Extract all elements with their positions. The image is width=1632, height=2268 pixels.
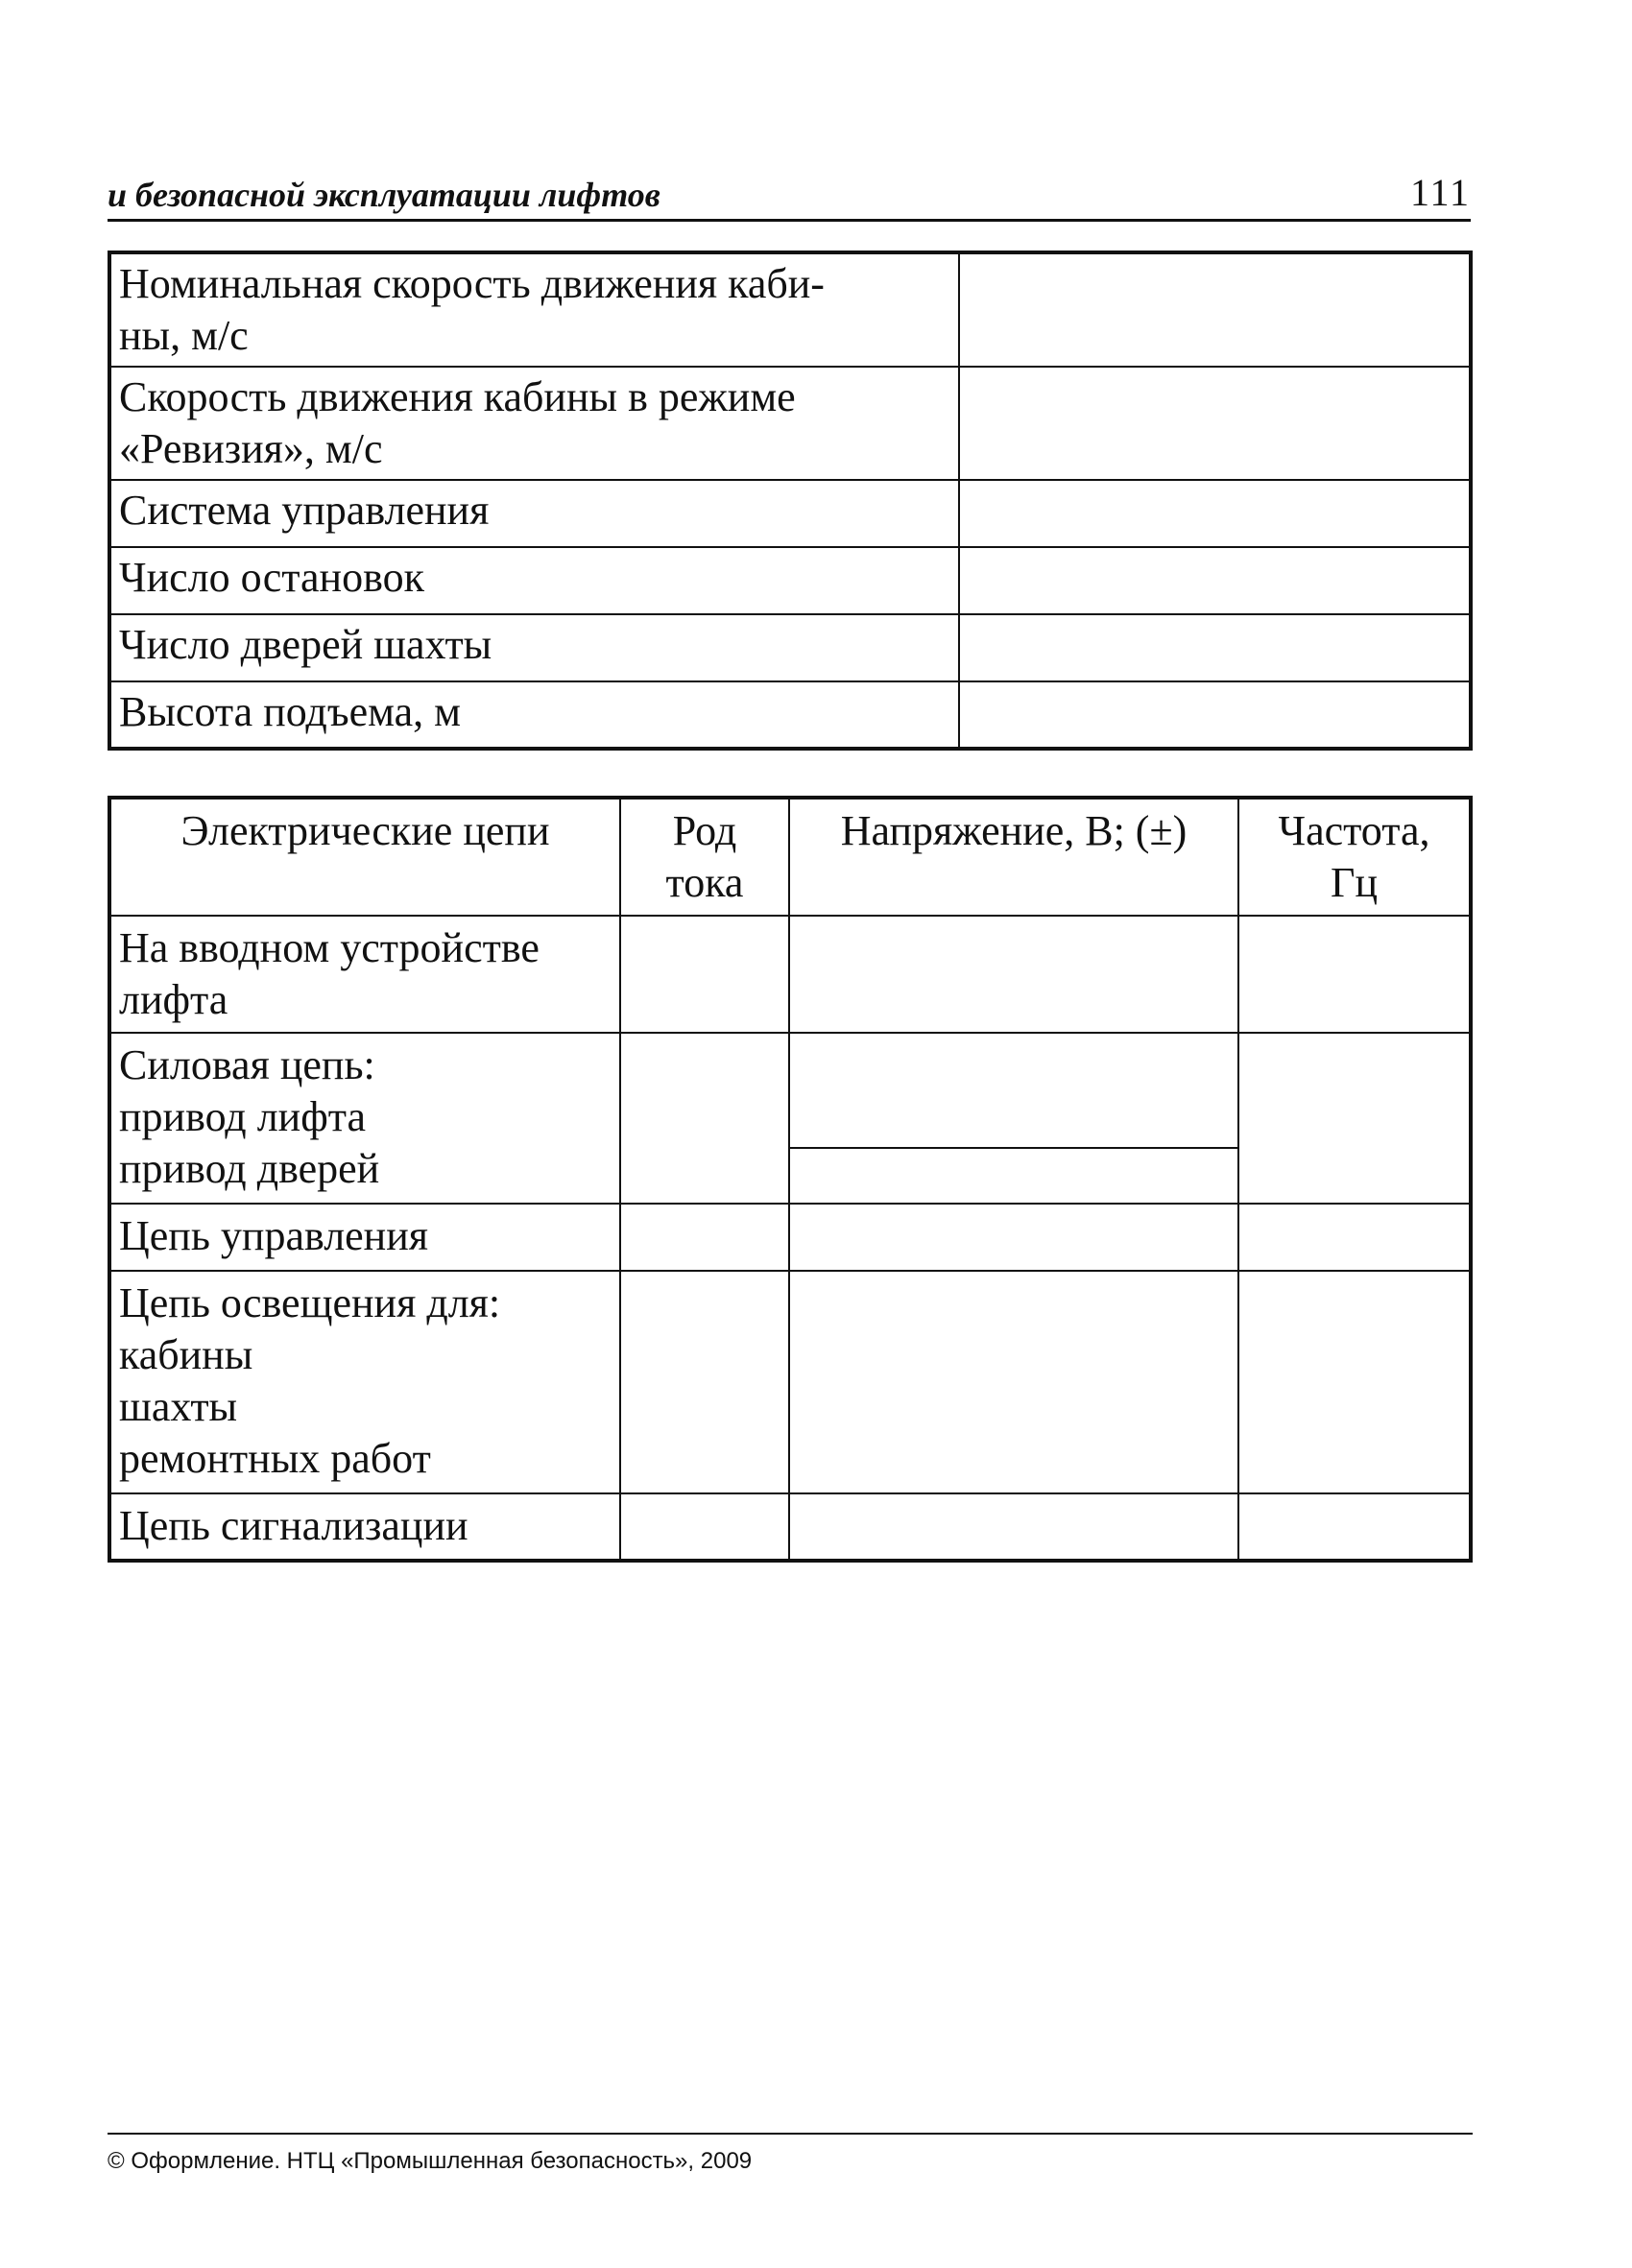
- page-footer: [108, 2133, 1473, 2174]
- frequency-cell: [1238, 1493, 1471, 1561]
- voltage-cell-door-drive: [789, 1148, 1238, 1204]
- current-type-cell: [620, 1271, 789, 1493]
- parameter-label: Скорость движения кабины в режиме «Ревизия», м/с: [109, 367, 959, 480]
- current-type-cell: [620, 1204, 789, 1271]
- header-circuits: Электрические цепи: [109, 798, 620, 916]
- header-current-type: Род тока: [620, 798, 789, 916]
- circuit-label: Цепь освещения для: кабины шахты ремонтных работ: [109, 1271, 620, 1493]
- table-row: [109, 681, 1471, 749]
- frequency-cell: [1238, 1271, 1471, 1493]
- parameter-label: Высота подъема, м: [109, 681, 959, 749]
- parameter-value: [959, 681, 1471, 749]
- parameter-label: Число остановок: [109, 547, 959, 614]
- parameter-value: [959, 367, 1471, 480]
- circuit-label: Силовая цепь: привод лифта привод дверей: [109, 1033, 620, 1204]
- table-row: [109, 480, 1471, 547]
- copyright-notice: © Оформление. НТЦ «Промышленная безопасность», 2009: [108, 2148, 753, 2174]
- page-number: 111: [1409, 171, 1471, 214]
- header-voltage: Напряжение, В; (±): [789, 798, 1238, 916]
- table-row: [109, 614, 1471, 681]
- table-row: [109, 547, 1471, 614]
- table-row: [109, 1033, 1471, 1148]
- parameter-value: [959, 252, 1471, 367]
- parameter-value: [959, 480, 1471, 547]
- voltage-cell: [789, 1204, 1238, 1271]
- parameter-value: [959, 614, 1471, 681]
- voltage-cell: [789, 916, 1238, 1033]
- circuit-label: Цепь управления: [109, 1204, 620, 1271]
- lift-parameters-table: [108, 251, 1473, 751]
- page-header: [108, 169, 1471, 222]
- table-row: [109, 1204, 1471, 1271]
- parameter-label: Система управления: [109, 480, 959, 547]
- table-row: [109, 367, 1471, 480]
- current-type-cell: [620, 1033, 789, 1204]
- circuit-label: На вводном устройстве лифта: [109, 916, 620, 1033]
- current-type-cell: [620, 916, 789, 1033]
- electrical-circuits-table: [108, 796, 1473, 1563]
- parameter-label: Число дверей шахты: [109, 614, 959, 681]
- voltage-cell: [789, 1493, 1238, 1561]
- current-type-cell: [620, 1493, 789, 1561]
- frequency-cell: [1238, 916, 1471, 1033]
- table-row: [109, 1271, 1471, 1493]
- header-frequency: Частота, Гц: [1238, 798, 1471, 916]
- frequency-cell: [1238, 1033, 1471, 1204]
- voltage-cell: [789, 1271, 1238, 1493]
- parameter-label: Номинальная скорость движения каби- ны, м/с: [109, 252, 959, 367]
- table-row: [109, 252, 1471, 367]
- frequency-cell: [1238, 1204, 1471, 1271]
- running-title: и безопасной эксплуатации лифтов: [108, 176, 660, 214]
- circuit-label: Цепь сигнализации: [109, 1493, 620, 1561]
- parameter-value: [959, 547, 1471, 614]
- table-row: [109, 1493, 1471, 1561]
- table-row: [109, 916, 1471, 1033]
- table-header-row: [109, 798, 1471, 916]
- voltage-cell-lift-drive: [789, 1033, 1238, 1148]
